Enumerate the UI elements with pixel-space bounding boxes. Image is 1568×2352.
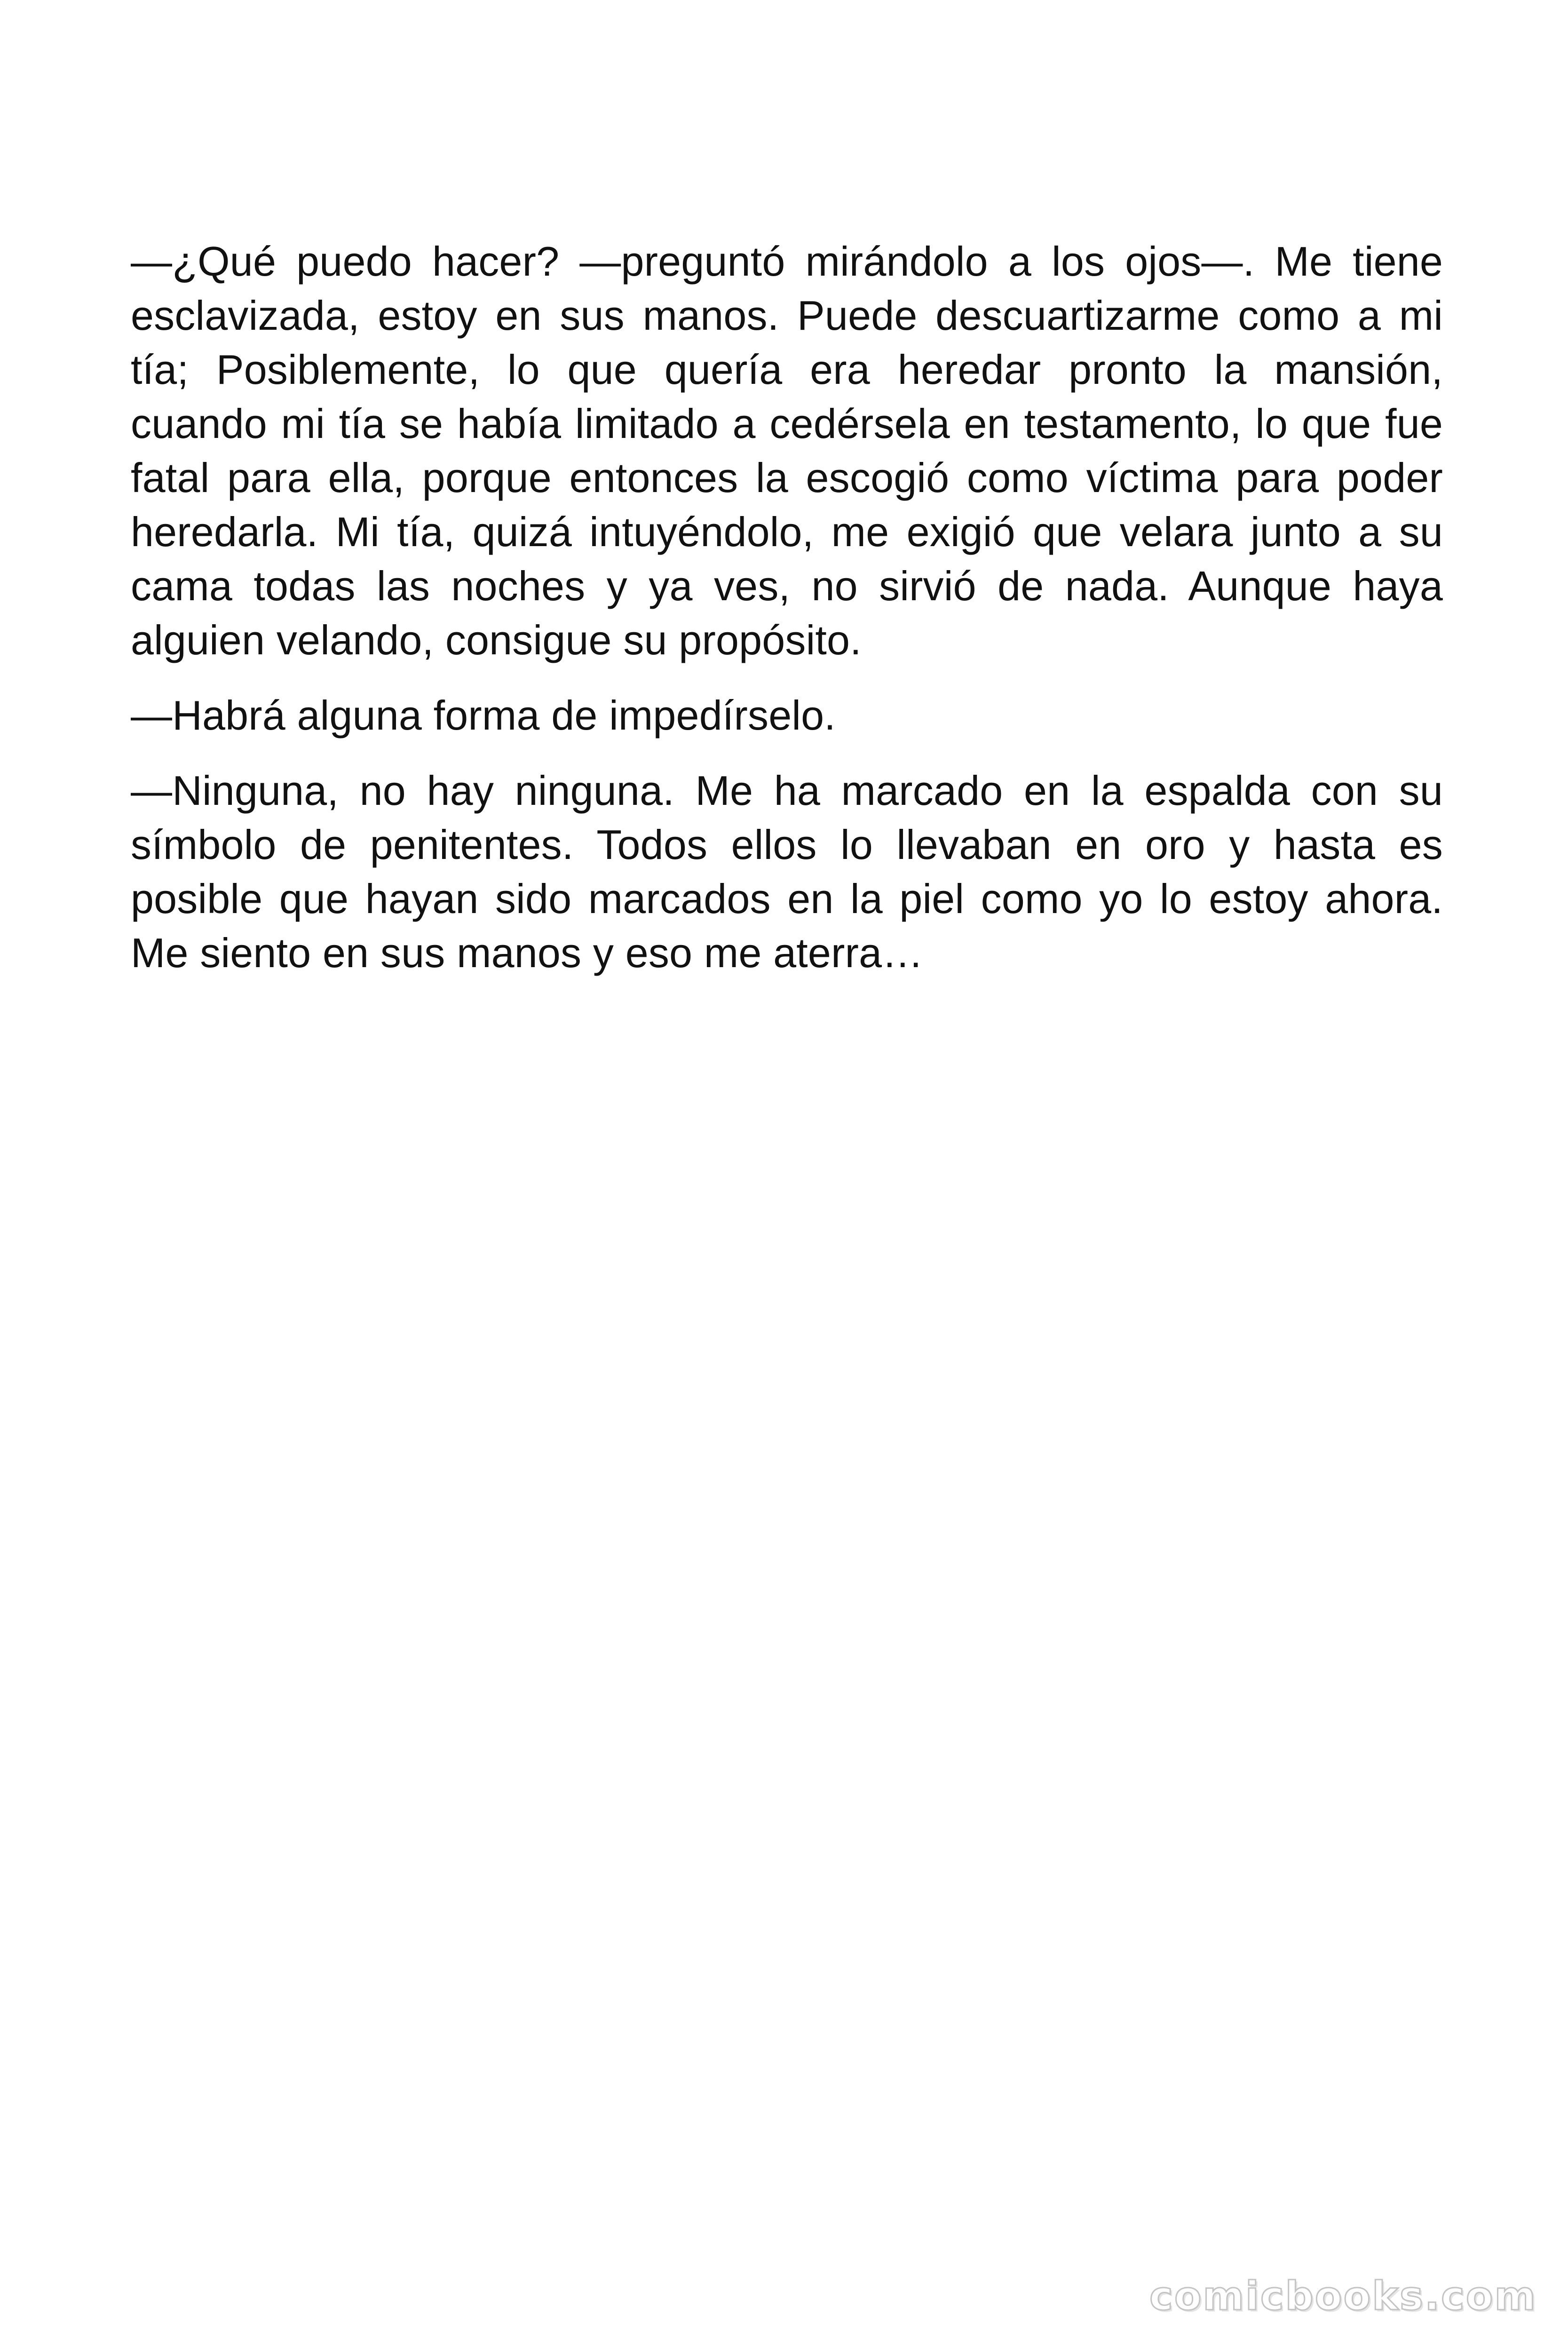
text-body bbox=[131, 234, 1443, 980]
paragraph-3: —Ninguna, no hay ninguna. Me ha marcado en la espalda con su símbolo de penitentes. Todos ellos lo llevaban en oro y hasta es posible que hayan sido marcados en la piel como yo lo estoy ahora. Me siento en sus manos y eso me aterra… bbox=[131, 767, 1443, 976]
watermark-logo: comicbooks.com bbox=[1149, 2273, 1537, 2319]
paragraph-2: —Habrá alguna forma de impedírselo. bbox=[131, 692, 836, 739]
paragraph-1: —¿Qué puedo hacer? —preguntó mirándolo a los ojos—. Me tiene esclavizada, estoy en sus manos. Puede descuartizarme como a mi tía; Posiblemente, lo que quería era heredar pronto la mansión, cuando mi tía se había limitado a cedérsela en testamento, lo que fue fatal para ella, porque entonces la escogió como víctima para poder heredarla. Mi tía, quizá intuyéndolo, me exigió que velara junto a su cama todas las noches y ya ves, no sirvió de nada. Aunque haya alguien velando, consigue su propósito. bbox=[131, 238, 1443, 663]
